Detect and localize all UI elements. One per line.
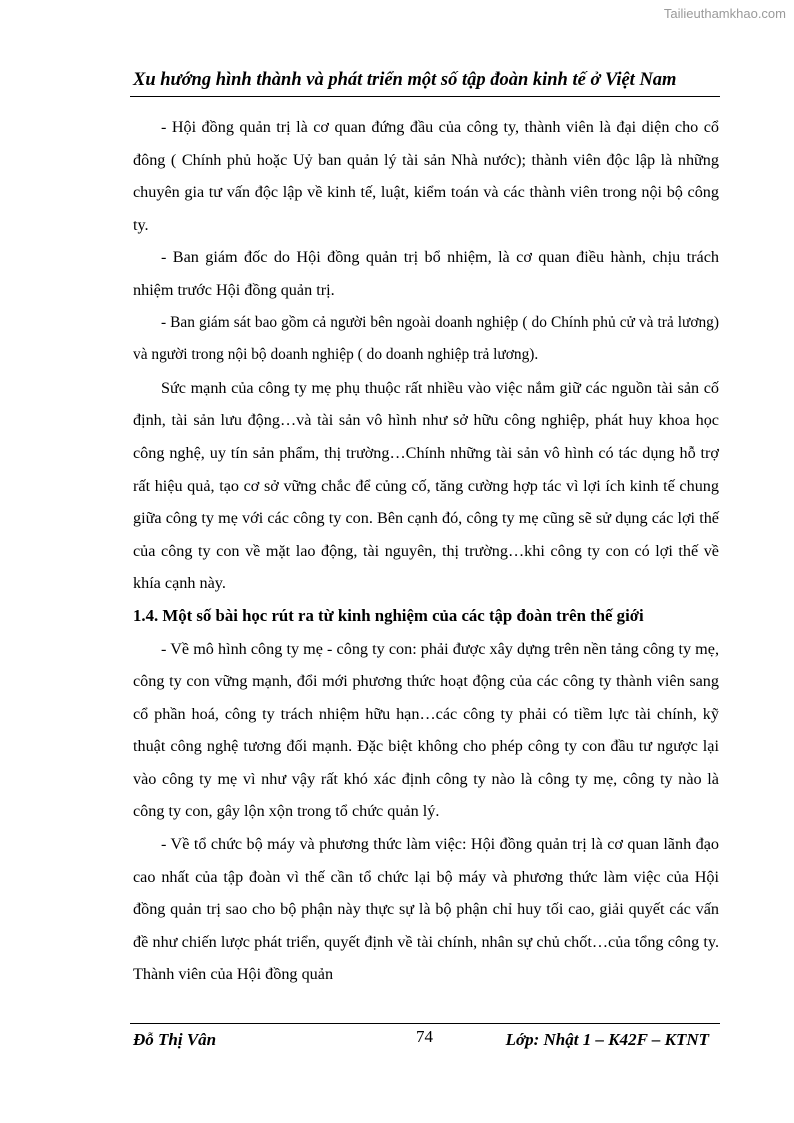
page-header-title: Xu hướng hình thành và phát triển một số tập đoàn kinh tế ở Việt Nam (133, 70, 677, 90)
footer-divider (130, 1023, 720, 1024)
paragraph-management-board: - Ban giám đốc do Hội đồng quản trị bổ nhiệm, là cơ quan điều hành, chịu trách nhiệm trước Hội đồng quản trị. (133, 248, 719, 299)
watermark-text: Tailieuthamkhao.com (663, 6, 786, 21)
paragraph-parent-company-strength: Sức mạnh của công ty mẹ phụ thuộc rất nhiều vào việc nắm giữ các nguồn tài sản cố định, tài sản lưu động…và tài sản vô hình như sở hữu công nghiệp, phát huy khoa học công nghệ, uy tín sản phẩm, thị trường…Chính những tài sản vô hình có tác dụng hỗ trợ rất hiệu quả, tạo cơ sở vững chắc để củng cố, tăng cường hợp tác vì lợi ích kinh tế chung giữa công ty mẹ với các công ty con. Bên cạnh đó, công ty mẹ cũng sẽ sử dụng các lợi thế của công ty con về mặt lao động, tài nguyên, thị trường…khi công ty con có lợi thế về khía cạnh này. (133, 378, 719, 593)
footer-author: Đỗ Thị Vân (133, 1030, 217, 1049)
footer-class: Lớp: Nhật 1 – K42F – KTNT (505, 1030, 709, 1049)
paragraph-supervisory-board: - Ban giám sát bao gồm cả người bên ngoài doanh nghiệp ( do Chính phủ cử và trả lương) và người trong nội bộ doanh nghiệp ( do doanh nghiệp trả lương). (133, 313, 719, 364)
page-number: 74 (416, 1027, 433, 1046)
paragraph-organization-structure: - Về tổ chức bộ máy và phương thức làm việc: Hội đồng quản trị là cơ quan lãnh đạo cao nhất của tập đoàn vì thế cần tổ chức lại bộ máy và phương thức làm việc của Hội đồng quản trị sao cho bộ phận này thực sự là bộ phận chỉ huy tối cao, giải quyết các vấn đề như chiến lược phát triển, quyết định về tài chính, nhân sự chủ chốt…của tổng công ty. Thành viên của Hội đồng quản (133, 835, 719, 984)
section-heading: 1.4. Một số bài học rút ra từ kinh nghiệm của các tập đoàn trên thế giới (133, 605, 644, 625)
paragraph-parent-subsidiary-model: - Về mô hình công ty mẹ - công ty con: phải được xây dựng trên nền tảng công ty mẹ, công ty con vững mạnh, đổi mới phương thức hoạt động của các công ty thành viên sang cổ phần hoá, công ty trách nhiệm hữu hạn…các công ty phải có tiềm lực tài chính, kỹ thuật công nghệ tương đối mạnh. Đặc biệt không cho phép công ty con đầu tư ngược lại vào công ty mẹ vì như vậy rất khó xác định công ty nào là công ty mẹ, công ty nào là công ty con, gây lộn xộn trong tổ chức quản lý. (133, 639, 719, 821)
document-body (133, 111, 719, 991)
header-divider (130, 96, 720, 97)
paragraph-board-of-directors: - Hội đồng quản trị là cơ quan đứng đầu của công ty, thành viên là đại diện cho cổ đông ( Chính phủ hoặc Uỷ ban quản lý tài sản Nhà nước); thành viên độc lập là những chuyên gia tư vấn độc lập về kinh tế, luật, kiểm toán và các thành viên trong nội bộ công ty. (133, 118, 719, 234)
